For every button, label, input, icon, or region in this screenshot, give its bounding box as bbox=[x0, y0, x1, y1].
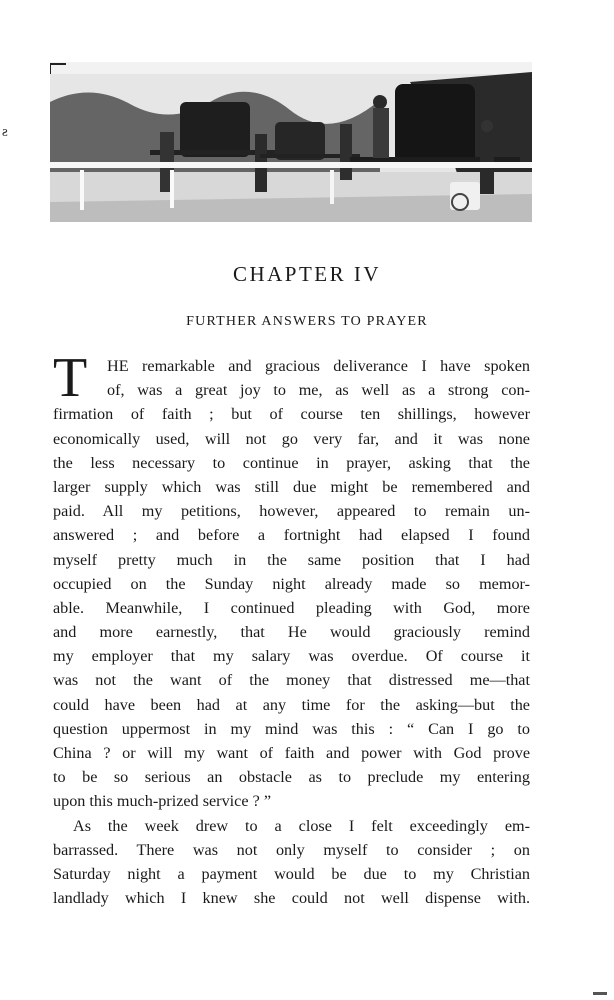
text-line: occupied on the Sunday night already made so memor- bbox=[53, 574, 530, 593]
chapter-illustration bbox=[50, 62, 532, 222]
margin-mark: ƨ bbox=[2, 124, 8, 140]
text-line: to be so serious an obstacle as to preclude my entering bbox=[53, 768, 530, 787]
body-text bbox=[53, 347, 530, 910]
drop-cap: T bbox=[53, 347, 88, 409]
text-line: was not the want of the money that distressed me—that bbox=[53, 671, 530, 690]
text-line: Saturday night a payment would be due to my Christian bbox=[53, 864, 530, 883]
text-line: larger supply which was still due might be remembered and bbox=[53, 477, 530, 496]
text-line: and more earnestly, that He would graciously remind bbox=[53, 623, 530, 642]
text-line: paid. All my petitions, however, appeared to remain un- bbox=[53, 502, 530, 521]
text-line: the less necessary to continue in prayer, asking that the bbox=[53, 453, 530, 472]
text-line: of, was a great joy to me, as well as a strong con- bbox=[107, 381, 530, 400]
text-line: firmation of faith ; but of course ten shillings, however bbox=[53, 405, 530, 424]
text-line: barrassed. There was not only myself to consider ; on bbox=[53, 840, 530, 859]
text-line: my employer that my salary was overdue. Of course it bbox=[53, 647, 530, 666]
text-line: landlady which I knew she could not well dispense with. bbox=[53, 889, 530, 908]
chapter-subtitle: FURTHER ANSWERS TO PRAYER bbox=[186, 314, 428, 329]
text-line: question uppermost in my mind was this : “ Can I go to bbox=[53, 719, 530, 738]
text-line: upon this much-prized service ? ” bbox=[53, 792, 272, 811]
text-line: economically used, will not go very far, and it was none bbox=[53, 429, 530, 448]
sedan-chair-photo bbox=[50, 62, 532, 222]
text-line: answered ; and before a fortnight had elapsed I found bbox=[53, 526, 530, 545]
text-line: As the week drew to a close I felt exceedingly em- bbox=[73, 816, 530, 835]
text-line: myself pretty much in the same position that I had bbox=[53, 550, 530, 569]
text-line: China ? or will my want of faith and power with God prove bbox=[53, 744, 530, 762]
chapter-title: CHAPTER IV bbox=[232, 262, 382, 286]
text-line: able. Meanwhile, I continued pleading with God, more bbox=[53, 598, 530, 617]
text-line: HE remarkable and gracious deliverance I have spoken bbox=[107, 357, 530, 375]
page-corner-mark bbox=[593, 992, 607, 995]
text-line: could have been had at any time for the asking—but the bbox=[53, 695, 530, 714]
